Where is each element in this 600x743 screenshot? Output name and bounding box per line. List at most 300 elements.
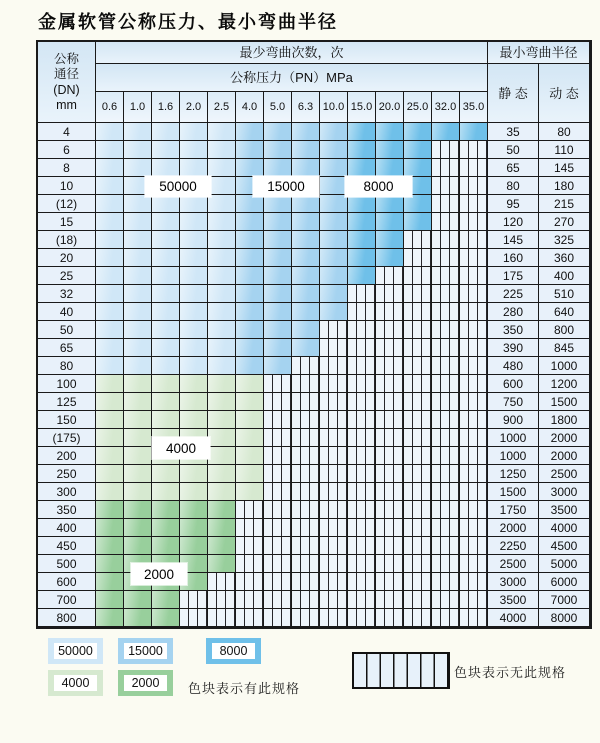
spec-cell bbox=[152, 411, 180, 429]
static-value: 4000 bbox=[488, 609, 539, 627]
spec-cell bbox=[180, 339, 208, 357]
no-spec-cell bbox=[404, 447, 432, 465]
dn-cell: 600 bbox=[38, 573, 96, 591]
legend-swatch-label: 4000 bbox=[54, 675, 97, 691]
spec-cell bbox=[124, 447, 152, 465]
spec-cell bbox=[96, 609, 124, 627]
spec-cell bbox=[236, 231, 264, 249]
spec-cell bbox=[236, 483, 264, 501]
spec-cell bbox=[124, 321, 152, 339]
spec-cell bbox=[320, 303, 348, 321]
spec-cell bbox=[124, 285, 152, 303]
pressure-header: 公称压力（PN）MPa bbox=[96, 64, 488, 92]
dn-cell: 50 bbox=[38, 321, 96, 339]
no-spec-cell bbox=[404, 429, 432, 447]
spec-cell bbox=[320, 249, 348, 267]
no-spec-cell bbox=[460, 303, 488, 321]
spec-cell bbox=[96, 411, 124, 429]
no-spec-cell bbox=[404, 267, 432, 285]
no-spec-cell bbox=[376, 411, 404, 429]
spec-cell bbox=[96, 141, 124, 159]
zone-label: 2000 bbox=[131, 563, 187, 585]
legend-swatch-label: 50000 bbox=[54, 643, 97, 659]
spec-cell bbox=[124, 519, 152, 537]
dynamic-value: 215 bbox=[539, 195, 590, 213]
dynamic-value: 1200 bbox=[539, 375, 590, 393]
no-spec-cell bbox=[376, 393, 404, 411]
dynamic-value: 5000 bbox=[539, 555, 590, 573]
no-spec-cell bbox=[460, 249, 488, 267]
spec-cell bbox=[348, 267, 376, 285]
spec-cell bbox=[208, 411, 236, 429]
spec-cell bbox=[264, 141, 292, 159]
spec-cell bbox=[152, 159, 180, 177]
no-spec-cell bbox=[404, 537, 432, 555]
dn-cell: 65 bbox=[38, 339, 96, 357]
spec-cell bbox=[96, 573, 124, 591]
dn-cell: 500 bbox=[38, 555, 96, 573]
no-spec-cell bbox=[236, 501, 264, 519]
spec-cell bbox=[208, 537, 236, 555]
no-spec-cell bbox=[348, 429, 376, 447]
static-value: 3000 bbox=[488, 573, 539, 591]
no-spec-cell bbox=[292, 501, 320, 519]
dynamic-value: 8000 bbox=[539, 609, 590, 627]
spec-cell bbox=[96, 303, 124, 321]
spec-cell bbox=[180, 357, 208, 375]
no-spec-cell bbox=[432, 177, 460, 195]
no-spec-cell bbox=[432, 357, 460, 375]
spec-cell bbox=[376, 195, 404, 213]
spec-cell bbox=[180, 213, 208, 231]
spec-cell bbox=[180, 123, 208, 141]
spec-cell bbox=[236, 213, 264, 231]
dn-cell: 80 bbox=[38, 357, 96, 375]
spec-cell bbox=[96, 267, 124, 285]
no-spec-cell bbox=[432, 519, 460, 537]
spec-cell bbox=[460, 123, 488, 141]
no-spec-cell bbox=[348, 447, 376, 465]
no-spec-cell bbox=[404, 483, 432, 501]
pressure-tick: 5.0 bbox=[264, 92, 292, 123]
no-spec-cell bbox=[292, 447, 320, 465]
spec-cell bbox=[152, 537, 180, 555]
legend-swatch-label: 2000 bbox=[124, 675, 167, 691]
spec-cell bbox=[208, 303, 236, 321]
dynamic-header: 动 态 bbox=[539, 64, 590, 123]
no-spec-cell bbox=[292, 555, 320, 573]
spec-cell bbox=[180, 267, 208, 285]
spec-cell bbox=[124, 213, 152, 231]
spec-cell bbox=[236, 141, 264, 159]
spec-cell bbox=[96, 339, 124, 357]
no-spec-cell bbox=[404, 285, 432, 303]
spec-cell bbox=[236, 339, 264, 357]
pressure-tick: 6.3 bbox=[292, 92, 320, 123]
spec-cell bbox=[152, 123, 180, 141]
no-spec-cell bbox=[264, 555, 292, 573]
pressure-tick: 32.0 bbox=[432, 92, 460, 123]
static-value: 390 bbox=[488, 339, 539, 357]
no-spec-cell bbox=[460, 447, 488, 465]
no-spec-cell bbox=[404, 519, 432, 537]
spec-cell bbox=[404, 159, 432, 177]
radius-header: 最小弯曲半径 bbox=[488, 42, 590, 64]
no-spec-cell bbox=[376, 321, 404, 339]
no-spec-cell bbox=[460, 537, 488, 555]
spec-cell bbox=[236, 447, 264, 465]
no-spec-cell bbox=[460, 465, 488, 483]
no-spec-cell bbox=[404, 465, 432, 483]
no-spec-cell bbox=[376, 267, 404, 285]
no-spec-cell bbox=[292, 375, 320, 393]
dn-cell: 8 bbox=[38, 159, 96, 177]
no-spec-cell bbox=[432, 375, 460, 393]
spec-cell bbox=[96, 393, 124, 411]
dn-cell: 10 bbox=[38, 177, 96, 195]
no-spec-cell bbox=[292, 429, 320, 447]
spec-cell bbox=[96, 591, 124, 609]
spec-cell bbox=[236, 303, 264, 321]
spec-cell bbox=[180, 141, 208, 159]
no-spec-cell bbox=[320, 447, 348, 465]
dynamic-value: 145 bbox=[539, 159, 590, 177]
no-spec-cell bbox=[236, 537, 264, 555]
spec-cell bbox=[124, 231, 152, 249]
no-spec-cell bbox=[432, 303, 460, 321]
pressure-tick: 2.0 bbox=[180, 92, 208, 123]
static-value: 1000 bbox=[488, 429, 539, 447]
no-spec-cell bbox=[460, 357, 488, 375]
spec-cell bbox=[236, 465, 264, 483]
spec-cell bbox=[180, 411, 208, 429]
no-spec-cell bbox=[404, 591, 432, 609]
static-value: 480 bbox=[488, 357, 539, 375]
spec-cell bbox=[96, 159, 124, 177]
spec-cell bbox=[404, 213, 432, 231]
no-spec-cell bbox=[460, 339, 488, 357]
spec-cell bbox=[320, 123, 348, 141]
spec-cell bbox=[264, 267, 292, 285]
dynamic-value: 1000 bbox=[539, 357, 590, 375]
spec-cell bbox=[236, 357, 264, 375]
spec-cell bbox=[348, 249, 376, 267]
no-spec-cell bbox=[432, 537, 460, 555]
dn-cell: 250 bbox=[38, 465, 96, 483]
no-spec-cell bbox=[348, 465, 376, 483]
spec-cell bbox=[180, 195, 208, 213]
spec-cell bbox=[208, 429, 236, 447]
spec-cell bbox=[152, 195, 180, 213]
dynamic-value: 510 bbox=[539, 285, 590, 303]
no-spec-cell bbox=[432, 231, 460, 249]
static-value: 65 bbox=[488, 159, 539, 177]
spec-cell bbox=[96, 555, 124, 573]
no-spec-cell bbox=[460, 231, 488, 249]
dynamic-value: 4000 bbox=[539, 519, 590, 537]
dynamic-value: 845 bbox=[539, 339, 590, 357]
spec-cell bbox=[292, 249, 320, 267]
dynamic-value: 800 bbox=[539, 321, 590, 339]
spec-cell bbox=[180, 249, 208, 267]
bend-cycles-header: 最少弯曲次数，次 bbox=[96, 42, 488, 64]
dn-cell: 150 bbox=[38, 411, 96, 429]
spec-cell bbox=[124, 357, 152, 375]
spec-cell bbox=[320, 285, 348, 303]
spec-cell bbox=[96, 537, 124, 555]
no-spec-cell bbox=[320, 321, 348, 339]
static-header: 静 态 bbox=[488, 64, 539, 123]
static-value: 750 bbox=[488, 393, 539, 411]
no-spec-cell bbox=[264, 609, 292, 627]
spec-cell bbox=[208, 177, 236, 195]
spec-cell bbox=[152, 267, 180, 285]
no-spec-cell bbox=[320, 465, 348, 483]
spec-cell bbox=[152, 483, 180, 501]
no-spec-cell bbox=[348, 591, 376, 609]
no-spec-cell bbox=[432, 285, 460, 303]
spec-cell bbox=[180, 501, 208, 519]
spec-cell bbox=[292, 267, 320, 285]
spec-cell bbox=[124, 123, 152, 141]
spec-cell bbox=[376, 249, 404, 267]
no-spec-cell bbox=[348, 537, 376, 555]
spec-cell bbox=[236, 123, 264, 141]
no-spec-cell bbox=[264, 573, 292, 591]
spec-cell bbox=[124, 249, 152, 267]
spec-cell bbox=[264, 339, 292, 357]
spec-cell bbox=[208, 267, 236, 285]
no-spec-cell bbox=[432, 267, 460, 285]
spec-cell bbox=[152, 141, 180, 159]
no-spec-cell bbox=[404, 375, 432, 393]
spec-cell bbox=[208, 195, 236, 213]
no-spec-cell bbox=[376, 357, 404, 375]
static-value: 80 bbox=[488, 177, 539, 195]
spec-cell bbox=[124, 429, 152, 447]
static-value: 1500 bbox=[488, 483, 539, 501]
no-spec-cell bbox=[264, 483, 292, 501]
spec-cell bbox=[292, 231, 320, 249]
spec-cell bbox=[180, 159, 208, 177]
spec-cell bbox=[124, 195, 152, 213]
spec-cell bbox=[152, 609, 180, 627]
no-spec-cell bbox=[460, 177, 488, 195]
no-spec-cell bbox=[376, 609, 404, 627]
pressure-tick: 1.0 bbox=[124, 92, 152, 123]
dynamic-value: 3500 bbox=[539, 501, 590, 519]
pressure-tick: 1.6 bbox=[152, 92, 180, 123]
no-spec-cell bbox=[432, 321, 460, 339]
pressure-tick: 0.6 bbox=[96, 92, 124, 123]
no-spec-cell bbox=[460, 285, 488, 303]
no-spec-cell bbox=[264, 591, 292, 609]
spec-cell bbox=[236, 429, 264, 447]
no-spec-cell bbox=[264, 375, 292, 393]
no-spec-cell bbox=[236, 591, 264, 609]
no-spec-cell bbox=[208, 591, 236, 609]
spec-cell bbox=[236, 375, 264, 393]
no-spec-cell bbox=[320, 573, 348, 591]
no-spec-cell bbox=[432, 483, 460, 501]
dn-header-line: (DN) bbox=[53, 82, 80, 97]
no-spec-cell bbox=[236, 609, 264, 627]
spec-cell bbox=[124, 609, 152, 627]
dn-cell: 200 bbox=[38, 447, 96, 465]
no-spec-cell bbox=[236, 573, 264, 591]
dn-cell: 100 bbox=[38, 375, 96, 393]
spec-cell bbox=[236, 267, 264, 285]
no-spec-cell bbox=[460, 609, 488, 627]
no-spec-cell bbox=[432, 429, 460, 447]
spec-cell bbox=[96, 321, 124, 339]
spec-cell bbox=[348, 231, 376, 249]
dn-cell: (18) bbox=[38, 231, 96, 249]
no-spec-cell bbox=[376, 465, 404, 483]
spec-cell bbox=[208, 141, 236, 159]
spec-cell bbox=[376, 141, 404, 159]
no-spec-cell bbox=[348, 483, 376, 501]
no-spec-cell bbox=[376, 429, 404, 447]
no-spec-cell bbox=[404, 573, 432, 591]
no-spec-cell bbox=[264, 465, 292, 483]
dn-cell: 15 bbox=[38, 213, 96, 231]
dn-cell: 300 bbox=[38, 483, 96, 501]
spec-cell bbox=[376, 123, 404, 141]
dynamic-value: 360 bbox=[539, 249, 590, 267]
spec-cell bbox=[180, 285, 208, 303]
zone-label: 50000 bbox=[145, 176, 211, 197]
spec-cell bbox=[208, 339, 236, 357]
spec-cell bbox=[320, 231, 348, 249]
spec-cell bbox=[320, 195, 348, 213]
no-spec-cell bbox=[404, 357, 432, 375]
spec-cell bbox=[348, 159, 376, 177]
static-value: 350 bbox=[488, 321, 539, 339]
dynamic-value: 110 bbox=[539, 141, 590, 159]
no-spec-cell bbox=[236, 519, 264, 537]
dynamic-value: 325 bbox=[539, 231, 590, 249]
dn-cell: 32 bbox=[38, 285, 96, 303]
spec-cell bbox=[292, 141, 320, 159]
spec-cell bbox=[124, 501, 152, 519]
no-spec-cell bbox=[460, 483, 488, 501]
spec-cell bbox=[96, 501, 124, 519]
no-spec-cell bbox=[348, 375, 376, 393]
spec-cell bbox=[404, 195, 432, 213]
legend-no-spec-text: 色块表示无此规格 bbox=[454, 665, 567, 680]
spec-cell bbox=[320, 267, 348, 285]
no-spec-cell bbox=[432, 609, 460, 627]
no-spec-cell bbox=[348, 339, 376, 357]
no-spec-cell bbox=[460, 429, 488, 447]
no-spec-cell bbox=[404, 321, 432, 339]
static-value: 600 bbox=[488, 375, 539, 393]
spec-cell bbox=[236, 159, 264, 177]
spec-cell bbox=[376, 159, 404, 177]
no-spec-cell bbox=[376, 483, 404, 501]
spec-cell bbox=[124, 159, 152, 177]
spec-cell bbox=[236, 249, 264, 267]
no-spec-cell bbox=[264, 411, 292, 429]
spec-cell bbox=[264, 285, 292, 303]
dn-cell: 350 bbox=[38, 501, 96, 519]
spec-cell bbox=[292, 339, 320, 357]
spec-cell bbox=[180, 519, 208, 537]
no-spec-cell bbox=[460, 159, 488, 177]
spec-cell bbox=[208, 285, 236, 303]
no-spec-cell bbox=[376, 573, 404, 591]
no-spec-cell bbox=[320, 357, 348, 375]
spec-cell bbox=[292, 195, 320, 213]
spec-cell bbox=[376, 231, 404, 249]
dn-cell: 125 bbox=[38, 393, 96, 411]
spec-cell bbox=[96, 465, 124, 483]
pressure-tick: 15.0 bbox=[348, 92, 376, 123]
dn-cell: (175) bbox=[38, 429, 96, 447]
no-spec-cell bbox=[320, 537, 348, 555]
spec-cell bbox=[96, 249, 124, 267]
no-spec-cell bbox=[320, 339, 348, 357]
legend-swatch-label: 8000 bbox=[212, 643, 255, 659]
spec-cell bbox=[320, 159, 348, 177]
no-spec-cell bbox=[292, 483, 320, 501]
no-spec-cell bbox=[376, 339, 404, 357]
no-spec-cell bbox=[432, 195, 460, 213]
spec-cell bbox=[96, 195, 124, 213]
no-spec-cell bbox=[348, 501, 376, 519]
spec-cell bbox=[124, 375, 152, 393]
no-spec-cell bbox=[348, 555, 376, 573]
spec-cell bbox=[152, 519, 180, 537]
spec-cell bbox=[208, 231, 236, 249]
no-spec-cell bbox=[432, 159, 460, 177]
spec-cell bbox=[180, 393, 208, 411]
spec-cell bbox=[152, 339, 180, 357]
no-spec-cell bbox=[320, 555, 348, 573]
spec-cell bbox=[208, 555, 236, 573]
no-spec-cell bbox=[432, 501, 460, 519]
spec-cell bbox=[124, 339, 152, 357]
no-spec-cell bbox=[264, 447, 292, 465]
spec-cell bbox=[292, 321, 320, 339]
static-value: 95 bbox=[488, 195, 539, 213]
no-spec-cell bbox=[320, 519, 348, 537]
spec-cell bbox=[264, 321, 292, 339]
legend-swatch-50000 bbox=[48, 638, 103, 664]
no-spec-cell bbox=[348, 357, 376, 375]
no-spec-cell bbox=[320, 609, 348, 627]
spec-cell bbox=[376, 213, 404, 231]
pressure-bend-table bbox=[36, 40, 592, 629]
no-spec-cell bbox=[264, 501, 292, 519]
spec-cell bbox=[208, 519, 236, 537]
spec-cell bbox=[124, 303, 152, 321]
no-spec-cell bbox=[180, 609, 208, 627]
spec-cell bbox=[348, 195, 376, 213]
spec-cell bbox=[152, 501, 180, 519]
spec-cell bbox=[236, 195, 264, 213]
dynamic-value: 1500 bbox=[539, 393, 590, 411]
dynamic-value: 3000 bbox=[539, 483, 590, 501]
no-spec-cell bbox=[460, 501, 488, 519]
no-spec-cell bbox=[404, 501, 432, 519]
dn-cell: 400 bbox=[38, 519, 96, 537]
spec-cell bbox=[432, 123, 460, 141]
no-spec-cell bbox=[432, 411, 460, 429]
spec-cell bbox=[264, 231, 292, 249]
zone-label: 8000 bbox=[345, 176, 412, 197]
